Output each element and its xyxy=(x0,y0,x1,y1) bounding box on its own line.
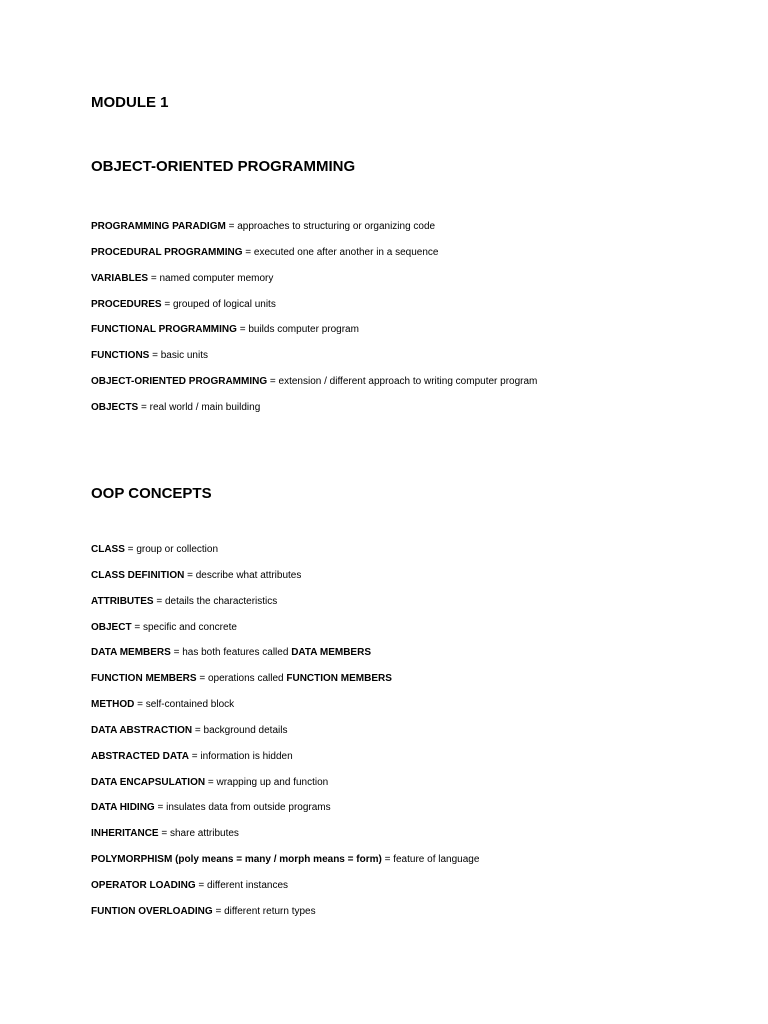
term-label: PROCEDURAL PROGRAMMING xyxy=(91,246,243,258)
definition-row: DATA HIDING = insulates data from outside programs xyxy=(91,802,331,814)
definition-row: OBJECT = specific and concrete xyxy=(91,621,237,633)
term-definition: extension / different approach to writing computer program xyxy=(278,376,538,388)
term-label: PROGRAMMING PARADIGM xyxy=(91,221,226,232)
section-title-oop: OBJECT-ORIENTED PROGRAMMING xyxy=(91,158,356,175)
term-label: CLASS xyxy=(91,544,125,555)
term-list-oop xyxy=(91,220,537,427)
term-label: DATA MEMBERS xyxy=(91,647,171,659)
definition-row: DATA MEMBERS = has both features called DATA MEMBERS xyxy=(91,647,371,659)
term-definition: specific and concrete xyxy=(142,621,237,633)
term-definition: approaches to structuring or organizing code xyxy=(237,221,436,232)
term-label: CLASS DEFINITION xyxy=(91,569,185,581)
term-label: VARIABLES xyxy=(91,272,149,284)
term-label: INHERITANCE xyxy=(91,828,159,840)
term-definition: insulates data from outside programs xyxy=(166,802,331,814)
definition-row: PROCEDURES = grouped of logical units xyxy=(91,298,276,310)
definition-row: POLYMORPHISM (poly means = many / morph means = form) = feature of language xyxy=(91,854,480,866)
definition-row: CLASS = group or collection xyxy=(91,544,219,555)
definition-row: DATA ABSTRACTION = background details xyxy=(91,724,288,736)
term-definition: feature of language xyxy=(393,854,480,866)
definition-row: ATTRIBUTES = details the characteristics xyxy=(91,595,278,607)
term-definition: group or collection xyxy=(136,544,219,555)
definition-row: OPERATOR LOADING = different instances xyxy=(91,879,289,891)
term-definition: information is hidden xyxy=(200,750,293,762)
term-label: METHOD xyxy=(91,699,135,711)
term-label: POLYMORPHISM (poly means = many / morph means = form) xyxy=(91,854,382,866)
term-definition: basic units xyxy=(160,350,208,362)
term-label: FUNCTIONS xyxy=(91,350,150,362)
term-definition: different return types xyxy=(224,905,316,917)
term-label: DATA ABSTRACTION xyxy=(91,724,193,736)
term-definition: details the characteristics xyxy=(165,595,278,607)
term-label: ABSTRACTED DATA xyxy=(91,750,189,762)
term-definition: describe what attributes xyxy=(195,569,302,581)
definition-row: ABSTRACTED DATA = information is hidden xyxy=(91,750,293,762)
term-definition-emphasis: DATA MEMBERS xyxy=(291,647,371,659)
definition-row: FUNCTIONS = basic units xyxy=(91,350,208,362)
term-definition: real world / main building xyxy=(149,401,261,413)
term-definition: named computer memory xyxy=(159,272,274,284)
definition-row: OBJECT-ORIENTED PROGRAMMING = extension / different approach to writing computer program xyxy=(91,376,538,388)
term-label: FUNCTIONAL PROGRAMMING xyxy=(91,324,237,336)
definition-row: OBJECTS = real world / main building xyxy=(91,401,261,413)
module-title: MODULE 1 xyxy=(91,94,169,111)
term-label: PROCEDURES xyxy=(91,298,162,310)
definition-row: FUNCTION MEMBERS = operations called FUNCTION MEMBERS xyxy=(91,673,392,685)
definition-row: INHERITANCE = share attributes xyxy=(91,828,239,840)
term-label: OBJECT-ORIENTED PROGRAMMING xyxy=(91,376,268,388)
term-label: ATTRIBUTES xyxy=(91,595,154,607)
definition-row: FUNCTIONAL PROGRAMMING = builds computer program xyxy=(91,324,359,336)
term-list-oop-concepts xyxy=(91,543,479,931)
term-label: OBJECTS xyxy=(91,401,139,413)
definition-row: PROGRAMMING PARADIGM = approaches to structuring or organizing code xyxy=(91,221,436,232)
term-label: DATA HIDING xyxy=(91,802,155,814)
term-label: FUNTION OVERLOADING xyxy=(91,905,213,917)
term-definition: wrapping up and function xyxy=(216,776,329,788)
term-definition: share attributes xyxy=(170,828,239,840)
definition-row: DATA ENCAPSULATION = wrapping up and function xyxy=(91,776,329,788)
definition-row: FUNTION OVERLOADING = different return types xyxy=(91,905,316,917)
term-definition: executed one after another in a sequence xyxy=(253,246,439,258)
term-definition: grouped of logical units xyxy=(172,298,276,310)
definition-row: METHOD = self-contained block xyxy=(91,699,235,711)
term-label: OBJECT xyxy=(91,621,132,633)
section-title-oop-concepts: OOP CONCEPTS xyxy=(91,485,212,502)
definition-row: VARIABLES = named computer memory xyxy=(91,272,274,284)
term-definition: builds computer program xyxy=(248,324,359,336)
term-label: FUNCTION MEMBERS xyxy=(91,673,197,685)
definition-row: CLASS DEFINITION = describe what attributes xyxy=(91,569,302,581)
term-definition: self-contained block xyxy=(145,699,235,711)
term-definition: background details xyxy=(203,724,288,736)
definition-row: PROCEDURAL PROGRAMMING = executed one after another in a sequence xyxy=(91,246,439,258)
term-definition: has both features called xyxy=(182,647,289,659)
term-definition-emphasis: FUNCTION MEMBERS xyxy=(286,673,392,685)
term-definition: operations called xyxy=(207,673,284,685)
term-label: OPERATOR LOADING xyxy=(91,879,196,891)
term-label: DATA ENCAPSULATION xyxy=(91,776,206,788)
term-definition: different instances xyxy=(207,879,289,891)
